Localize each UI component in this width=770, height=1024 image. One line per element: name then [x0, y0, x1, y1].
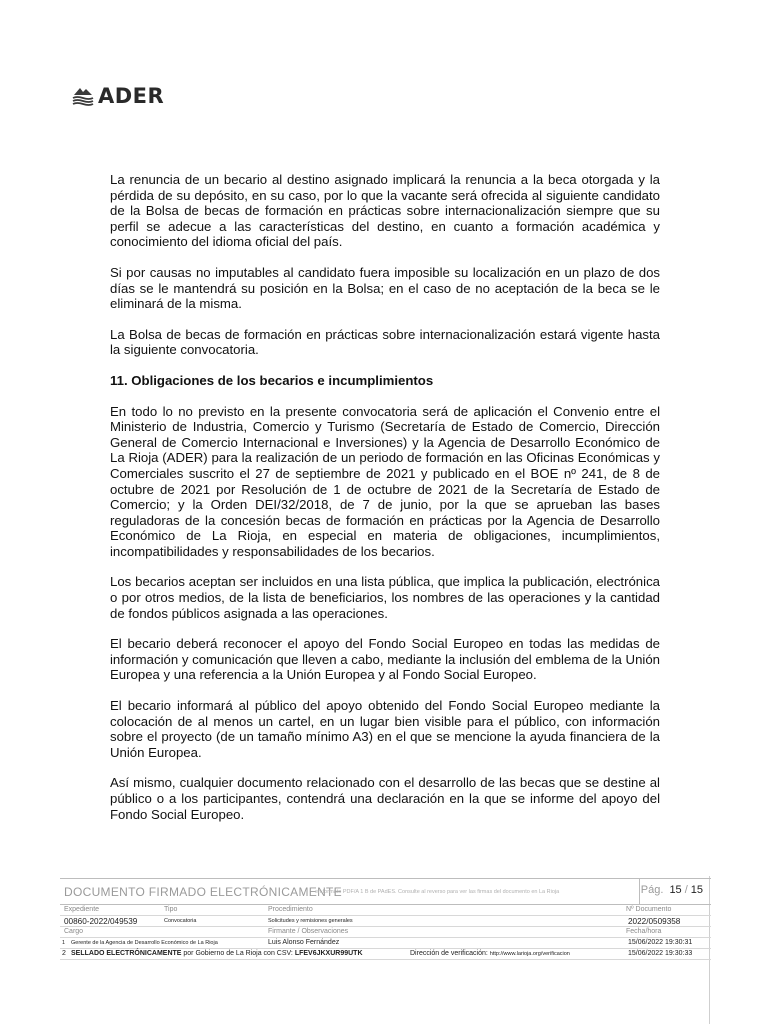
verification	[410, 950, 570, 957]
seal-row	[60, 949, 711, 960]
n-documento-label: Nº Documento	[626, 906, 672, 913]
expediente-value: 00860-2022/049539	[64, 917, 138, 926]
footer-labels-row	[60, 905, 711, 916]
paragraph: La Bolsa de becas de formación en prácticas sobre internacionalización estará vigente hasta la siguiente convocatoria.	[110, 326, 660, 358]
paragraph: El becario informará al público del apoyo obtenido del Fondo Social Europeo mediante la colocación de al menos un cartel, en un lugar bien visible para el público, con información sobre el proyecto (de un tamaño mínimo A3) en el que se mencione la ayuda financiera de la Unión Europea.	[110, 698, 660, 760]
page-label: Pág.	[640, 884, 664, 896]
page-indicator: Pág. 15 / 15	[640, 884, 703, 896]
seal-text	[71, 950, 363, 957]
signature-number: 1	[62, 940, 66, 946]
signature-row	[60, 938, 711, 949]
footer-header	[60, 878, 711, 905]
verification-url[interactable]: http://www.larioja.org/verificacion	[489, 951, 570, 957]
paragraph: La renuncia de un becario al destino asignado implicará la renuncia a la beca otorgada y la pérdida de su depósito, en su caso, por lo que la vacante será ofrecida al siguiente candidato de la Bolsa de becas de formación en prácticas sobre internacionalización siempre que su perfil se adecue a las características del destino, en cuanto a formación académica y conocimiento del idioma oficial del país.	[110, 172, 660, 250]
tipo-value: Convocatoria	[164, 918, 197, 924]
seal-fecha: 15/06/2022 19:30:33	[628, 950, 693, 957]
procedimiento-label: Procedimiento	[268, 906, 313, 913]
firmante-label: Firmante / Observaciones	[268, 928, 349, 935]
seal-csv: LFEV6JKXUR99UTK	[294, 950, 363, 957]
n-documento-value: 2022/0509358	[628, 917, 681, 926]
ader-logo	[72, 84, 164, 108]
signature-cargo: Gerente de la Agencia de Desarrollo Económico de La Rioja	[71, 940, 218, 946]
seal-body: por Gobierno de La Rioja con CSV:	[181, 950, 295, 957]
paragraph: Los becarios aceptan ser incluidos en una lista pública, que implica la publicación, electrónica o por otros medios, de la lista de beneficiarios, los nombres de las operaciones y la cantidad de fondos públicos asignada a las operaciones.	[110, 574, 660, 621]
signature-footer	[60, 878, 711, 960]
seal-label: SELLADO ELECTRÓNICAMENTE	[71, 950, 182, 957]
cargo-label: Cargo	[64, 928, 84, 935]
footer-title: DOCUMENTO FIRMADO ELECTRÓNICAMENTE	[64, 885, 342, 899]
page-total: 15	[690, 884, 703, 896]
footer-labels-row-2	[60, 927, 711, 938]
fecha-label: Fecha/hora	[626, 928, 662, 935]
footer-subtitle: en formato PDF/A 1 B de PAdES. Consulte al reverso para ver las firmas del documento en La Rioja	[315, 889, 560, 895]
footer-values-row	[60, 916, 711, 927]
signature-firmante: Luis Alonso Fernández	[268, 939, 340, 946]
paragraph: En todo lo no previsto en la presente convocatoria será de aplicación el Convenio entre el Ministerio de Industria, Comercio y Turismo (Secretaría de Estado de Comercio, Dirección General de Comercio Internacional e Inversiones) y la Agencia de Desarrollo Económico de La Rioja (ADER) para la realización de un periodo de formación en las Oficinas Económicas y Comerciales suscrito el 27 de septiembre de 2021 y publicado en el BOE nº 241, de 8 de octubre de 2021 por Resolución de 1 de octubre de 2021 de la Secretaría de Estado de Comercio; y la Orden DEI/32/2018, de 7 de junio, por la que se aprueban las bases reguladoras de la concesión becas de formación en prácticas por la Agencia de Desarrollo Económico de La Rioja, en especial en materia de obligaciones, incumplimientos, incompatibilidades y responsabilidades de los becarios.	[110, 403, 660, 559]
signature-fecha: 15/06/2022 19:30:31	[628, 939, 693, 946]
section-title: 11. Obligaciones de los becarios e incumplimientos	[110, 372, 434, 388]
verification-label: Dirección de verificación:	[410, 950, 488, 957]
paragraph: El becario deberá reconocer el apoyo del Fondo Social Europeo en todas las medidas de información y comunicación que lleven a cabo, mediante la inclusión del emblema de la Unión Europea y una referencia a la Unión Europea y al Fondo Social Europeo.	[110, 636, 660, 683]
logo-text: ADER	[98, 84, 165, 108]
tipo-label: Tipo	[164, 906, 178, 913]
seal-number: 2	[62, 950, 66, 957]
procedimiento-value: Solicitudes y remisiones generales	[268, 918, 353, 924]
expediente-label: Expediente	[64, 906, 100, 913]
page-current: 15	[669, 884, 682, 896]
ader-logo-icon	[72, 86, 94, 106]
document-body	[110, 172, 660, 837]
paragraph: Así mismo, cualquier documento relacionado con el desarrollo de las becas que se destine al público o a los participantes, contendrá una declaración en la que se informe del apoyo del Fondo Social Europeo.	[110, 775, 660, 822]
paragraph: Si por causas no imputables al candidato fuera imposible su localización en un plazo de dos días se le mantendrá su posición en la Bolsa; en el caso de no aceptación de la beca se le eliminará de la misma.	[110, 264, 660, 312]
